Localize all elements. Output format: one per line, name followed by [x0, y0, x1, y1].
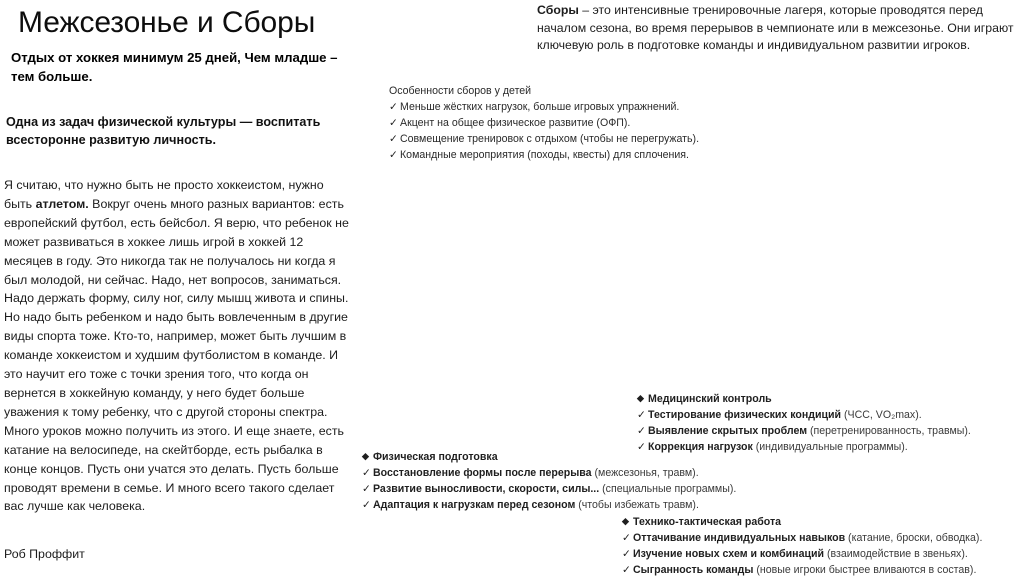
quote-emphasis: атлетом.: [35, 196, 89, 211]
list-block-heading-label: Технико-тактическая работа: [633, 516, 782, 528]
list-item-term: Совмещение тренировок с отдыхом (чтобы не перегружать).: [400, 133, 700, 146]
definition-paragraph: [537, 2, 1024, 55]
list-item-detail: (взаимодействие в звеньях).: [824, 548, 968, 561]
list-item-term: Тестирование физических кондиций: [648, 409, 842, 422]
check-bullet-icon: ✓: [637, 441, 646, 454]
list-item: [389, 131, 699, 147]
list-block-heading: [362, 449, 736, 465]
list-item: [389, 147, 699, 163]
list-item-term: Выявление скрытых проблем: [648, 425, 808, 438]
list-item-term: Акцент на общее физическое развитие (ОФП).: [400, 117, 631, 130]
list-item-detail: (новые игроки быстрее вливаются в состав).: [753, 564, 977, 577]
list-item-term: Адаптация к нагрузкам перед сезоном: [373, 499, 576, 512]
diamond-bullet-icon: ◆: [637, 393, 644, 403]
list-item: [362, 465, 736, 481]
list-block-kids-camp-features: [389, 83, 699, 163]
list-block-heading-label: Особенности сборов у детей: [389, 85, 532, 97]
check-bullet-icon: ✓: [389, 149, 398, 162]
list-item: [622, 530, 982, 546]
list-block-technical-tactical: [622, 514, 982, 578]
list-item-term: Сыгранность команды: [633, 564, 754, 577]
quote-text-rest: Вокруг очень много разных вариантов: есть европейский футбол, есть бейсбол. Я верю, что ребенок не может развиваться в хоккее лишь игрой в хоккей 12 месяцев в году. Это никогда так не получалось ни когда я был молодой, ни сейчас. Надо, нет вопросов, заниматься. Надо держать форму, силу ног, силу мышц живота и спины. Но надо быть ребенком и надо быть вовлеченным в другие виды спорта тоже. Кто-то, например, может быть лучшим в команде хоккеистом и худшим футболистом в команде. И это научит его тоже с точки зрения того, что когда он вернется в хоккейную команду, у него будет больше уважения к тому ребенку, что с другой стороны спектра. Много уроков можно получить из этого. И еще знаете, есть катание на велосипеде, на скейтборде, есть рыбалка в конце концов. Пусть они учатся это делать. Пусть больше проводят времени в семье. И много всего такого сделает вас лучше как человека.: [4, 196, 349, 514]
check-bullet-icon: ✓: [622, 532, 631, 545]
check-bullet-icon: ✓: [362, 499, 371, 512]
check-bullet-icon: ✓: [389, 117, 398, 130]
list-item-detail: (чтобы избежать травм).: [575, 499, 699, 512]
check-bullet-icon: ✓: [362, 483, 371, 496]
list-item: [622, 562, 982, 578]
list-item-term: Меньше жёстких нагрузок, больше игровых упражнений.: [400, 101, 680, 114]
list-item-detail: (ЧСС, VO₂max).: [841, 409, 922, 422]
list-item: [622, 546, 982, 562]
list-item: [637, 423, 971, 439]
list-item-detail: (перетренированность, травмы).: [807, 425, 971, 438]
list-item: [389, 99, 699, 115]
list-block-heading-label: Физическая подготовка: [373, 451, 498, 463]
list-item-term: Восстановление формы после перерыва: [373, 467, 592, 480]
list-item: [362, 481, 736, 497]
check-bullet-icon: ✓: [622, 564, 631, 577]
list-item-detail: (катание, броски, обводка).: [845, 532, 983, 545]
quote-text-start: Я считаю, что нужно быть не просто хоккеистом, нужно быть: [4, 178, 324, 211]
list-item-term: Командные мероприятия (походы, квесты) для сплочения.: [400, 149, 689, 162]
page-title: Межсезонье и Сборы: [18, 6, 316, 39]
list-block-heading: [622, 514, 982, 530]
diamond-bullet-icon: ◆: [362, 451, 369, 461]
list-item: [637, 407, 971, 423]
list-block-physical-prep: [362, 449, 736, 513]
author-attribution: Роб Проффит: [4, 547, 85, 561]
list-item-detail: (межсезонья, травм).: [591, 467, 699, 480]
list-item: [389, 115, 699, 131]
check-bullet-icon: ✓: [362, 467, 371, 480]
list-block-heading: [389, 83, 699, 99]
quote-paragraph: [4, 176, 350, 516]
check-bullet-icon: ✓: [389, 101, 398, 114]
list-item-term: Коррекция нагрузок: [648, 441, 753, 454]
definition-term: Сборы: [537, 3, 579, 17]
lead-statement: Отдых от хоккея минимум 25 дней, Чем младше – тем больше.: [11, 50, 338, 84]
definition-text: – это интенсивные тренировочные лагеря, которые проводятся перед началом сезона, во время перерывов в чемпионате или в межсезонье. Они играют ключевую роль в подготовке команды и индивидуальном развитии игроков.: [537, 3, 1014, 53]
list-item-term: Развитие выносливости, скорости, силы...: [373, 483, 600, 496]
check-bullet-icon: ✓: [622, 548, 631, 561]
list-block-medical-control: [637, 391, 971, 455]
subtitle-statement: Одна из задач физической культуры — воспитать всесторонне развитую личность.: [6, 115, 321, 148]
list-item-detail: (специальные программы).: [599, 483, 737, 496]
list-item-detail: (индивидуальные программы).: [752, 441, 908, 454]
list-block-heading: [637, 391, 971, 407]
check-bullet-icon: ✓: [637, 409, 646, 422]
check-bullet-icon: ✓: [389, 133, 398, 146]
list-block-heading-label: Медицинский контроль: [648, 393, 772, 405]
check-bullet-icon: ✓: [637, 425, 646, 438]
diamond-bullet-icon: ◆: [622, 516, 629, 526]
list-item-term: Оттачивание индивидуальных навыков: [633, 532, 846, 545]
list-item-term: Изучение новых схем и комбинаций: [633, 548, 825, 561]
list-item: [362, 497, 736, 513]
